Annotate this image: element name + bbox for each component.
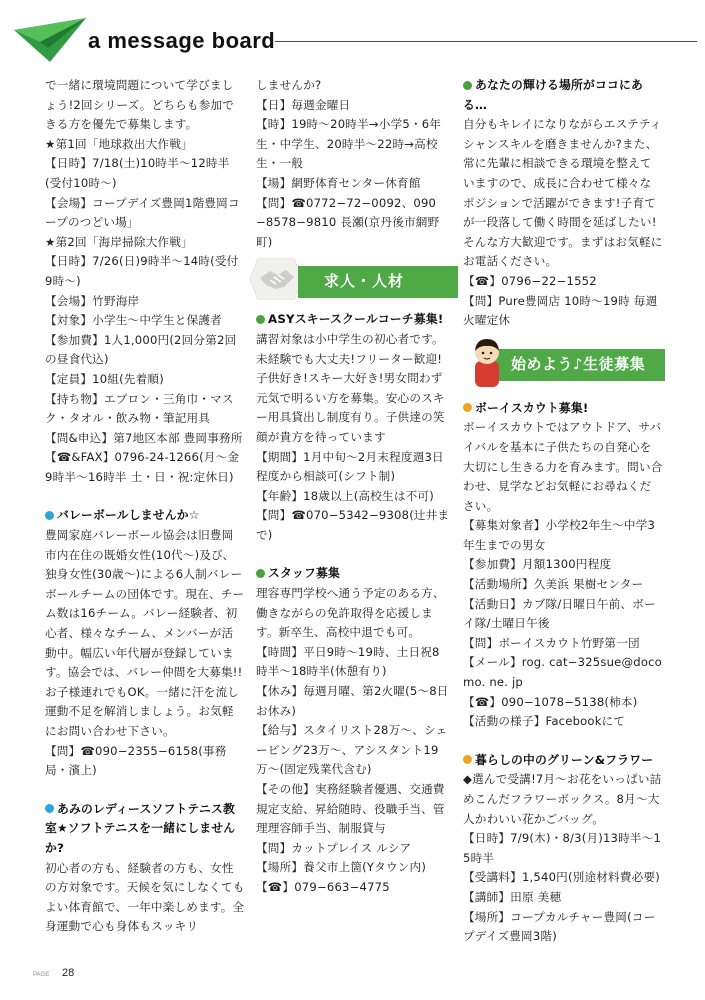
notice-heading bbox=[256, 564, 451, 584]
notice-line: 【活動場所】久美浜 果樹センター bbox=[463, 577, 644, 592]
notice-line: 【活動の様子】Facebookにて bbox=[463, 714, 626, 729]
bullet-dot-icon bbox=[463, 755, 472, 764]
notice-line: 【場】網野体育センター休育館 bbox=[256, 175, 421, 190]
notice-line: 【会場】コープデイズ豊岡1階豊岡コープのつどい場」 bbox=[45, 195, 240, 230]
student-character-icon bbox=[467, 337, 507, 389]
notice-heading bbox=[256, 310, 451, 330]
page-label: PAGE bbox=[33, 972, 50, 978]
section-spacer bbox=[463, 732, 663, 751]
notice-line: 【問】Pure豊岡店 10時〜19時 毎週火曜定休 bbox=[463, 293, 658, 328]
notice-line: 【問】☎0772−72−0092、090−8578−9810 長瀬(京丹後市網野町) bbox=[256, 195, 440, 249]
notice-line: で一緒に環境問題について学びましょう!2回シリーズ。どちらも参加できる方を優先で募集します。 bbox=[45, 78, 235, 132]
bullet-dot-icon bbox=[45, 804, 54, 813]
notice-line: 【日】毎週金曜日 bbox=[256, 97, 351, 112]
notice-heading bbox=[45, 800, 245, 859]
notice-line: ボーイスカウトではアウトドア、サバイバルを基本に子供たちの自発心を大切にし生きる力を育みます。問い合わせ、見学などお気軽にお尋ねください。 bbox=[463, 420, 663, 513]
notice-line: 【問&申込】第7地区本部 豊岡事務所 bbox=[45, 430, 243, 445]
notice-heading bbox=[45, 506, 245, 526]
notice-line: ★第2回「海岸掃除大作戦」 bbox=[45, 234, 193, 249]
bullet-dot-icon bbox=[45, 511, 54, 520]
notice-heading-text: ボーイスカウト募集! bbox=[475, 400, 589, 415]
page-number: 28 bbox=[62, 967, 75, 979]
notice-line: 【日時】7/18(土)10時半〜12時半(受付10時〜) bbox=[45, 156, 230, 190]
section-banner-recruitment bbox=[250, 258, 451, 298]
notice-line: 【問】☎090−2355−6158(事務局・濱上) bbox=[45, 743, 227, 778]
notice-line: 初心者の方も、経験者の方も、女性の方対象です。天候を気にしなくてもよい体育館で、一年中楽しめます。全身運動で心も身体もスッキリ bbox=[45, 860, 245, 934]
notice-line: 【☎】079−663−4775 bbox=[256, 879, 390, 894]
notice-line: 【会場】竹野海岸 bbox=[45, 293, 140, 308]
notice-line: 【問】☎070−5342−9308(辻井まで) bbox=[256, 508, 450, 542]
notice-line: 【活動日】カブ隊/日曜日午前、ボーイ隊/土曜日午後 bbox=[463, 596, 656, 631]
notice-line: 【講師】田原 美穂 bbox=[463, 889, 562, 904]
banner-label: 始めよう♪生徒募集 bbox=[511, 354, 646, 373]
page-header bbox=[0, 0, 705, 70]
bullet-dot-icon bbox=[256, 569, 265, 578]
notice-heading-text: あなたの輝ける場所がココにある… bbox=[463, 78, 643, 112]
notice-line: 【時】19時〜20時半→小学5・6年生・中学生、20時半〜22時→高校生・一般 bbox=[256, 117, 442, 171]
notice-line: 【休み】毎週月曜、第2火曜(5〜8日お休み) bbox=[256, 684, 449, 718]
notice-line: 【場所】養父市上箇(Yタウン内) bbox=[256, 860, 427, 875]
banner-label: 求人・人材 bbox=[324, 272, 405, 291]
notice-line: 【日時】7/9(木)・8/3(月)13時半〜15時半 bbox=[463, 831, 662, 865]
notice-line: 【その他】実務経験者優遇、交通費規定支給、昇給随時、役職手当、管理理容師手当、制服貸与 bbox=[256, 782, 445, 836]
notice-line: 【☎】0796−22−1552 bbox=[463, 273, 597, 288]
notice-line: 【年齢】18歳以上(高校生は不可) bbox=[256, 488, 434, 503]
paper-plane-icon bbox=[10, 14, 90, 66]
notice-line: ★第1回「地球救出大作戦」 bbox=[45, 136, 193, 151]
notice-heading-text: 暮らしの中のグリーン&フラワー bbox=[475, 752, 654, 767]
notice-heading-text: ASYスキースクールコーチ募集! bbox=[268, 312, 444, 327]
header-divider bbox=[275, 41, 697, 42]
notice-line: 理容専門学校へ通う予定のある方、働きながらの免許取得を応援します。新卒生、高校中退でも可。 bbox=[256, 586, 445, 640]
section-spacer bbox=[45, 487, 245, 506]
notice-line: 【時間】平日9時〜19時、土日祝8時半〜18時半(休憩有り) bbox=[256, 644, 440, 679]
bullet-dot-icon bbox=[463, 81, 472, 90]
notice-line: 【日時】7/26(日)9時半〜14時(受付9時〜) bbox=[45, 254, 239, 288]
page-title: a message board bbox=[88, 28, 276, 53]
notice-heading bbox=[463, 751, 663, 771]
notice-line: 【募集対象者】小学校2年生〜中学3年生までの男女 bbox=[463, 518, 656, 552]
column-left bbox=[45, 76, 245, 937]
notice-line: 【持ち物】エプロン・三角巾・マスク・タオル・飲み物・筆記用具 bbox=[45, 391, 234, 426]
notice-heading-text: あみのレディースソフトテニス教室★ソフトテニスを一緒にしませんか? bbox=[45, 801, 236, 855]
notice-line: 【受講料】1,540円(別途材料費必要) bbox=[463, 870, 660, 885]
notice-line: 【問】カットプレイス ルシア bbox=[256, 840, 412, 855]
section-spacer bbox=[45, 781, 245, 800]
notice-line: 講習対象は小中学生の初心者です。未経験でも大丈夫!フリーター歓迎!子供好き!スキー大好き!男女問わず元気で明るい方を募集。安心のスキー用具貸出し制度有り。子供達の笑顔が貴方を待っています bbox=[256, 331, 445, 444]
notice-line: 【☎】090−1078−5138(柿本) bbox=[463, 694, 638, 709]
notice-line: 【期間】1月中旬〜2月末程度週3日程度から相談可(シフト制) bbox=[256, 449, 444, 484]
column-right bbox=[463, 76, 663, 947]
notice-line: 豊岡家庭バレーボール協会は旧豊岡市内在住の既婚女性(10代〜)及び、独身女性(30歳〜)による6人制バレーボールチームの団体です。現在、チーム数は16チーム。バレー経験者、初心者、様々なチーム、メンバーが活動中。幅広い年代層が登録しています。協会では、バレー仲間を大募集!!お子様連れでもOK。一緒に汗を流し運動不足を解消しましょう。お気軽にお問い合わせ下さい。 bbox=[45, 528, 245, 738]
notice-line: 【参加費】1人1,000円(2回分第2回の昼食代込) bbox=[45, 332, 237, 367]
section-banner-students bbox=[457, 337, 663, 389]
notice-line: 【給与】スタイリスト28万〜、シェービング23万〜、アシスタント19万〜(固定残業代含む) bbox=[256, 723, 448, 777]
notice-heading bbox=[463, 399, 663, 419]
bullet-dot-icon bbox=[463, 403, 472, 412]
notice-line: 【問】ボーイスカウト竹野第一団 bbox=[463, 635, 640, 650]
notice-line: 【場所】コープカルチャー豊岡(コープデイズ豊岡3階) bbox=[463, 909, 656, 944]
notice-line: 【定員】10組(先着順) bbox=[45, 371, 164, 386]
notice-line: しませんか? bbox=[256, 78, 322, 92]
notice-line: 【メール】rog. cat−325sue@docomo. ne. jp bbox=[463, 655, 662, 690]
notice-line: 【参加費】月額1300円程度 bbox=[463, 557, 612, 572]
notice-line: 【対象】小学生〜中学生と保護者 bbox=[45, 313, 222, 328]
notice-heading bbox=[463, 76, 663, 115]
notice-line: ◆選んで受講!7月〜お花をいっぱい詰めこんだフラワーボックス。8月〜大人かわいい花かごバッグ。 bbox=[463, 772, 662, 826]
notice-line: 自分もキレイになりながらエステティシャンスキルを磨きませんか?また、常に先輩に相談できる環境を整えていますので、成長に合わせて様々なポジションで活躍ができます!子育てが一段落して働く時間を延ばしたい!そんな方大歓迎です。まずはお気軽にお電話ください。 bbox=[463, 117, 663, 269]
column-middle bbox=[256, 76, 451, 898]
notice-line: 【☎&FAX】0796-24-1266(月〜金9時半〜16時半 土・日・祝:定休日) bbox=[45, 450, 240, 484]
notice-heading-text: スタッフ募集 bbox=[268, 566, 340, 581]
section-spacer bbox=[256, 545, 451, 564]
handshake-icon bbox=[250, 258, 302, 300]
bullet-dot-icon bbox=[256, 315, 265, 324]
notice-heading-text: バレーボールしませんか☆ bbox=[57, 508, 200, 523]
